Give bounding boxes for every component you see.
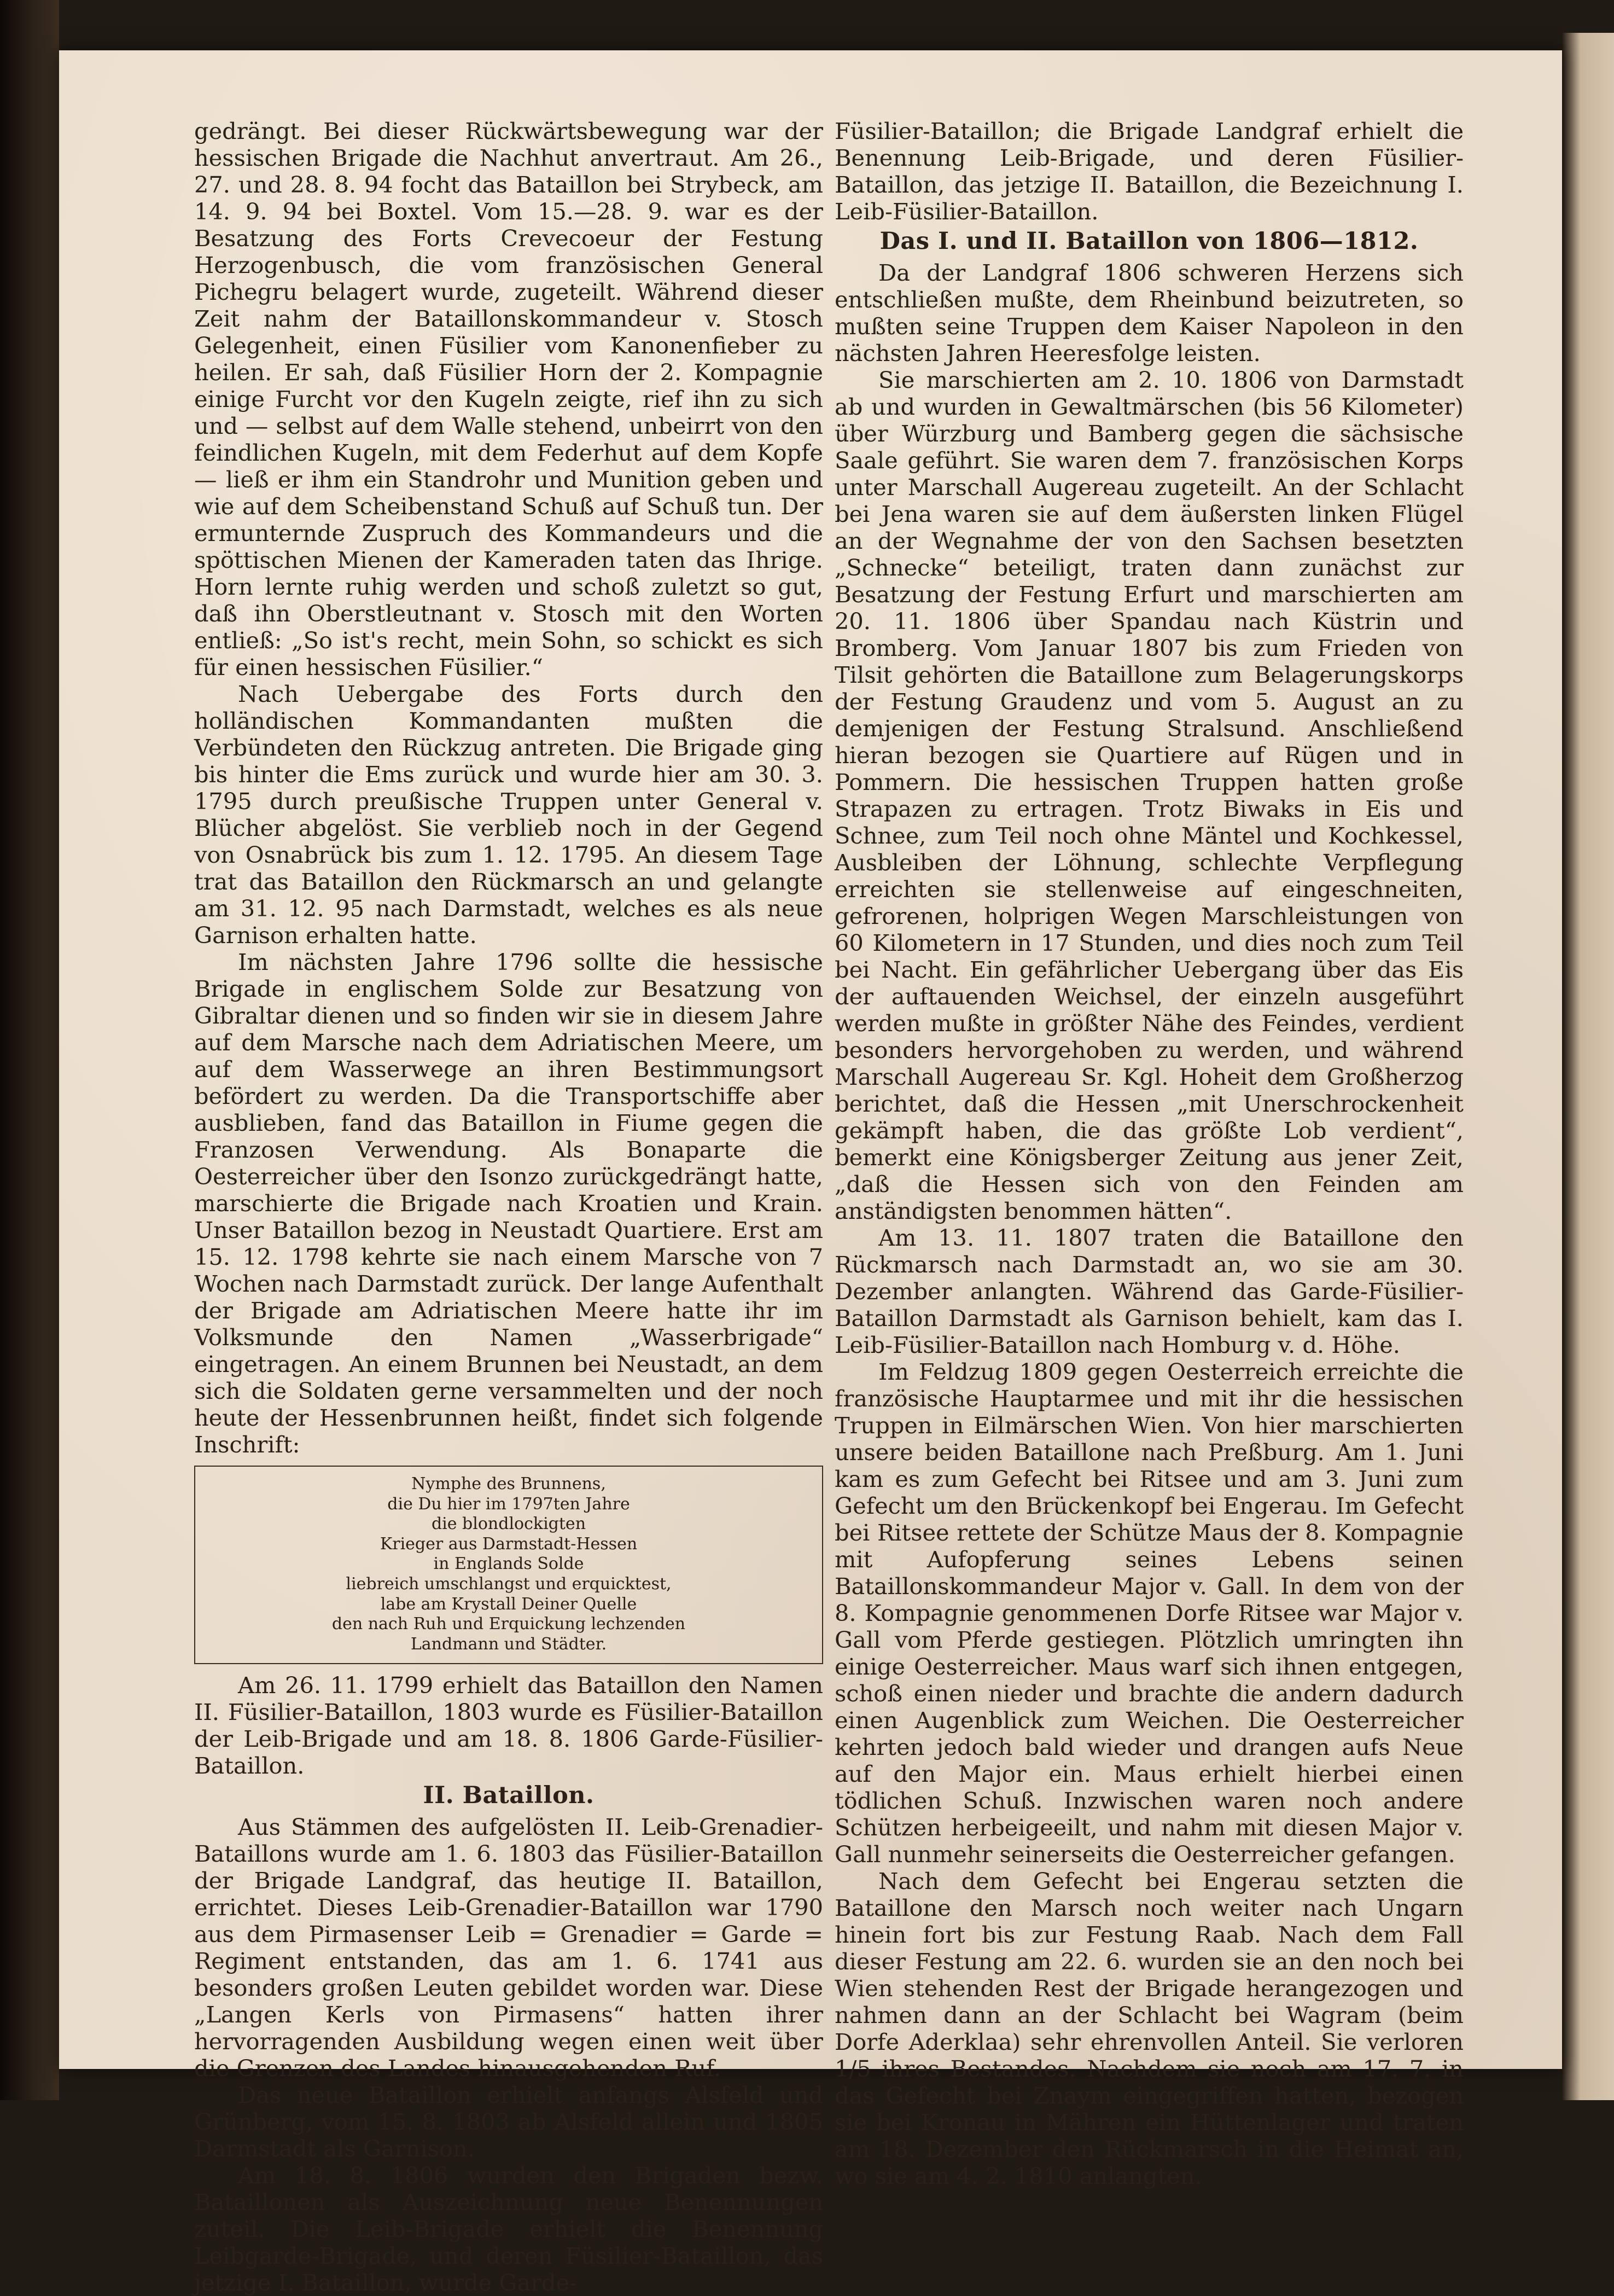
inscription-line: Nymphe des Brunnens,	[411, 1474, 606, 1493]
left-paragraph-5: Aus Stämmen des aufgelösten II. Leib-Grenadier-Bataillons wurde am 1. 6. 1803 das Füsilier-Bataillon der Brigade Landgraf, das heutige II. Bataillon, errichtet. Dieses Leib-Grenadier-Bataillon war 1790 aus dem Pirmasenser Leib = Grenadier = Garde = Regiment entstanden, das am 1. 6. 1741 aus besonders großen Leuten gebildet worden war. Diese „Langen Kerls von Pirmasens“ hatten ihrer hervorragenden Ausbildung wegen einen weit über die Grenzen des Landes hinausgehenden Ruf.	[194, 1813, 823, 2082]
inscription-line: die blondlockigten	[431, 1514, 586, 1534]
right-paragraph-3: Sie marschierten am 2. 10. 1806 von Darmstadt ab und wurden in Gewaltmärschen (bis 56 Kilometer) über Würzburg und Bamberg gegen die sächsische Saale geführt. Sie waren dem 7. französischen Korps unter Marschall Augereau zugeteilt. An der Schlacht bei Jena waren sie auf dem äußersten linken Flügel an der Wegnahme der von den Sachsen besetzten „Schnecke“ beteiligt, traten dann zunächst zur Besatzung der Festung Erfurt und marschierten am 20. 11. 1806 über Spandau nach Küstrin und Bromberg. Vom Januar 1807 bis zum Frieden von Tilsit gehörten die Bataillone zum Belagerungskorps der Festung Graudenz und vom 5. August an zu demjenigen der Festung Stralsund. Anschließend hieran bezogen sie Quartiere auf Rügen und in Pommern. Die hessischen Truppen hatten große Strapazen zu ertragen. Trotz Biwaks in Eis und Schnee, zum Teil noch ohne Mäntel und Kochkessel, Ausbleiben der Löhnung, schlechte Verpflegung erreichten sie stellenweise auf eingeschneiten, gefrorenen, holprigen Wegen Marschleistungen von 60 Kilometern in 17 Stunden, und dies noch zum Teil bei Nacht. Ein gefährlicher Uebergang über das Eis der auftauenden Weichsel, der einzeln ausgeführt werden mußte in größter Nähe des Feindes, verdient besonders hervorgehoben zu werden, und während Marschall Augereau Sr. Kgl. Hoheit dem Großherzog berichtet, daß die Hessen „mit Unerschrockenheit gekämpft haben, die das größte Lob verdient“, bemerkt eine Königsberger Zeitung aus jener Zeit, „daß die Hessen sich von den Feinden am anständigsten benommen hätten“.	[835, 367, 1464, 1224]
scan-background-left	[0, 0, 59, 2100]
inscription-line: Krieger aus Darmstadt-Hessen	[380, 1534, 638, 1554]
left-column	[194, 118, 823, 2296]
inscription-line: in Englands Solde	[433, 1554, 584, 1574]
inscription-line: die Du hier im 1797ten Jahre	[387, 1494, 630, 1514]
right-paragraph-6: Nach dem Gefecht bei Engerau setzten die Bataillone den Marsch noch weiter nach Ungarn hinein fort bis zur Festung Raab. Nach dem Fall dieser Festung am 22. 6. wurden sie an den noch bei Wien stehenden Rest der Brigade herangezogen und nahmen dann an der Schlacht bei Wagram (beim Dorfe Aderklaa) sehr ehrenvollen Anteil. Sie verloren 1/5 ihres Bestandes. Nachdem sie noch am 17. 7. in das Gefecht bei Znaym eingegriffen hatten, bezogen sie bei Kronau in Mähren ein Hüttenlager und traten am 18. Dezember den Rückmarsch in die Heimat an, wo sie am 4. 2. 1810 anlangten.	[835, 1868, 1464, 2189]
right-paragraph-2: Da der Landgraf 1806 schweren Herzens sich entschließen mußte, dem Rheinbund beizutreten, so mußten seine Truppen dem Kaiser Napoleon in den nächsten Jahren Heeresfolge leisten.	[835, 259, 1464, 367]
right-paragraph-1: Füsilier-Bataillon; die Brigade Landgraf erhielt die Benennung Leib-Brigade, und deren Füsilier-Bataillon, das jetzige II. Bataillon, die Bezeichnung I. Leib-Füsilier-Bataillon.	[835, 118, 1464, 225]
section-heading-ii-bataillon: II. Bataillon.	[423, 1782, 595, 1810]
right-column	[835, 118, 1464, 2189]
inscription-line: labe am Krystall Deiner Quelle	[380, 1594, 637, 1614]
section-heading-1806-1812: Das I. und II. Bataillon von 1806—1812.	[879, 228, 1419, 255]
inscription-box	[194, 1466, 823, 1664]
left-paragraph-7: Am 18. 8. 1806 wurden den Brigaden bezw. Bataillonen als Auszeichnung neue Benennungen zuteil. Die Leib-Brigade erhielt die Benennung Leibgarde-Brigade, und deren Füsilier-Bataillon, das jetzige I. Bataillon, wurde Garde-	[194, 2162, 823, 2296]
adjacent-page-edge	[1562, 33, 1614, 2100]
left-paragraph-3: Im nächsten Jahre 1796 sollte die hessische Brigade in englischem Solde zur Besatzung von Gibraltar dienen und so finden wir sie in diesem Jahre auf dem Marsche nach dem Adriatischen Meere, um auf dem Wasserwege an ihren Bestimmungsort befördert zu werden. Da die Transportschiffe aber ausblieben, fand das Bataillon in Fiume gegen die Franzosen Verwendung. Als Bonaparte die Oesterreicher über den Isonzo zurückgedrängt hatte, marschierte die Brigade nach Kroatien und Krain. Unser Bataillon bezog in Neustadt Quartiere. Erst am 15. 12. 1798 kehrte sie nach einem Marsche von 7 Wochen nach Darmstadt zurück. Der lange Aufenthalt der Brigade am Adriatischen Meere hatte ihr im Volksmunde den Namen „Wasserbrigade“ eingetragen. An einem Brunnen bei Neustadt, an dem sich die Soldaten gerne versammelten und der noch heute der Hessenbrunnen heißt, findet sich folgende Inschrift:	[194, 949, 823, 1458]
right-paragraph-4: Am 13. 11. 1807 traten die Bataillone den Rückmarsch nach Darmstadt an, wo sie am 30. Dezember anlangten. Während das Garde-Füsilier-Bataillon Darmstadt als Garnison behielt, kam das I. Leib-Füsilier-Bataillon nach Homburg v. d. Höhe.	[835, 1224, 1464, 1358]
left-paragraph-2: Nach Uebergabe des Forts durch den holländischen Kommandanten mußten die Verbündeten den Rückzug antreten. Die Brigade ging bis hinter die Ems zurück und wurde hier am 30. 3. 1795 durch preußische Truppen unter General v. Blücher abgelöst. Sie verblieb noch in der Gegend von Osnabrück bis zum 1. 12. 1795. An diesem Tage trat das Bataillon den Rückmarsch an und gelangte am 31. 12. 95 nach Darmstadt, welches es als neue Garnison erhalten hatte.	[194, 681, 823, 949]
inscription-line: den nach Ruh und Erquickung lechzenden	[331, 1614, 686, 1634]
left-paragraph-6: Das neue Bataillon erhielt anfangs Alsfeld und Grünberg, vom 15. 8. 1803 ab Alsfeld allein und 1805 Darmstadt als Garnison.	[194, 2082, 823, 2163]
left-paragraph-4: Am 26. 11. 1799 erhielt das Bataillon den Namen II. Füsilier-Bataillon, 1803 wurde es Füsilier-Bataillon der Leib-Brigade und am 18. 8. 1806 Garde-Füsilier-Bataillon.	[194, 1672, 823, 1780]
left-paragraph-1: gedrängt. Bei dieser Rückwärtsbewegung war der hessischen Brigade die Nachhut anvertraut. Am 26., 27. und 28. 8. 94 focht das Bataillon bei Strybeck, am 14. 9. 94 bei Boxtel. Vom 15.—28. 9. war es der Besatzung des Forts Crevecoeur der Festung Herzogenbusch, die vom französischen General Pichegru belagert wurde, zugeteilt. Während dieser Zeit nahm der Bataillonskommandeur v. Stosch Gelegenheit, einen Füsilier vom Kanonenfieber zu heilen. Er sah, daß Füsilier Horn der 2. Kompagnie einige Furcht vor den Kugeln zeigte, rief ihn zu sich und — selbst auf dem Walle stehend, unbeirrt von den feindlichen Kugeln, mit dem Federhut auf dem Kopfe — ließ er ihm ein Standrohr und Munition geben und wie auf dem Scheibenstand Schuß auf Schuß tun. Der ermunternde Zuspruch des Kommandeurs und die spöttischen Mienen der Kameraden taten das Ihrige. Horn lernte ruhig werden und schoß zuletzt so gut, daß ihn Oberstleutnant v. Stosch mit den Worten entließ: „So ist's recht, mein Sohn, so schickt es sich für einen hessischen Füsilier.“	[194, 118, 823, 681]
right-paragraph-5: Im Feldzug 1809 gegen Oesterreich erreichte die französische Hauptarmee und mit ihr die hessischen Truppen in Eilmärschen Wien. Von hier marschierten unsere beiden Bataillone nach Preßburg. Am 1. Juni kam es zum Gefecht bei Ritsee und am 3. Juni zum Gefecht um den Brückenkopf bei Engerau. Im Gefecht bei Ritsee rettete der Schütze Maus der 8. Kompagnie mit Aufopferung seines Lebens seinen Bataillonskommandeur Major v. Gall. In dem von der 8. Kompagnie genommenen Dorfe Ritsee war Major v. Gall vom Pferde gestiegen. Plötzlich umringten ihn einige Oesterreicher. Maus warf sich ihnen entgegen, schoß einen nieder und brachte die andern dadurch einen Augenblick zum Weichen. Die Oesterreicher kehrten jedoch bald wieder und drangen aufs Neue auf den Major ein. Maus erhielt hierbei einen tödlichen Schuß. Inzwischen waren noch andere Schützen herbeigeeilt, und nahm mit diesen Major v. Gall nunmehr seinerseits die Oesterreicher gefangen.	[835, 1358, 1464, 1868]
inscription-line: Landmann und Städter.	[410, 1634, 607, 1654]
inscription-line: liebreich umschlangst und erquicktest,	[346, 1574, 672, 1594]
